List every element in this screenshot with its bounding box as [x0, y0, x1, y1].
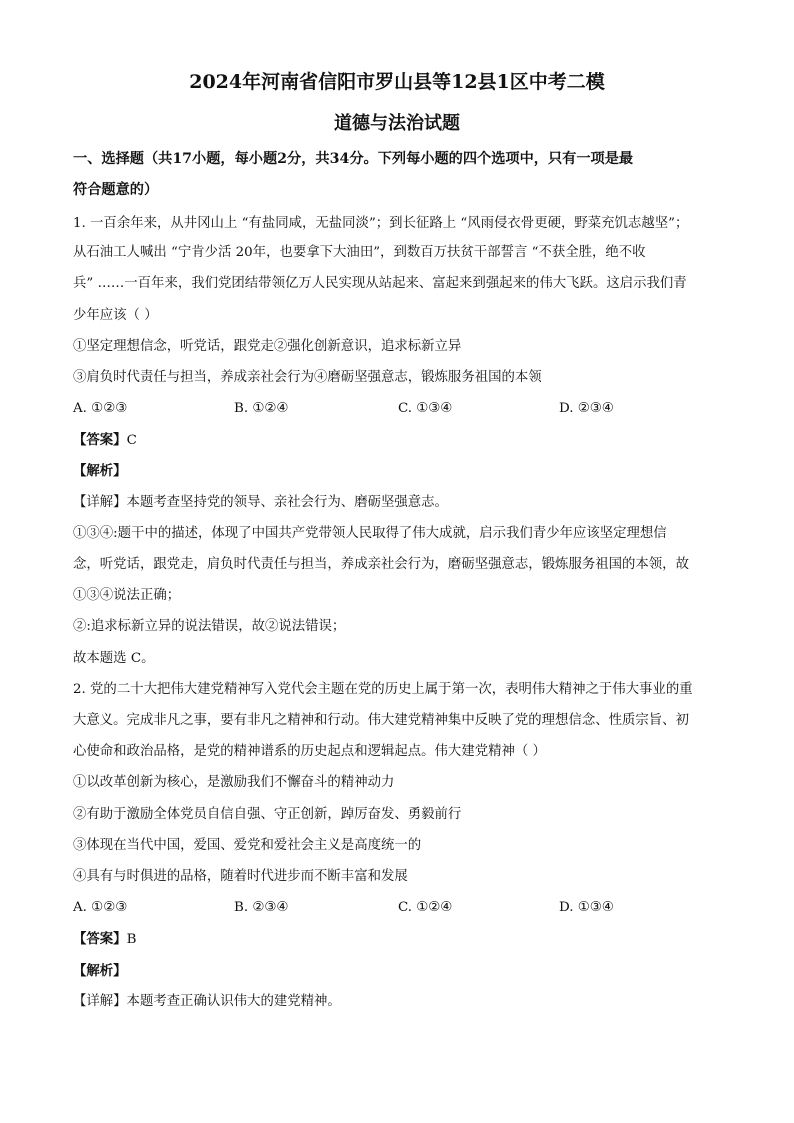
q1-analysis-label: 【解析】: [73, 463, 127, 479]
q1-stem-line-3: 兵” ……一百年来，我们党团结带领亿万人民实现从站起来、富起来到强起来的伟大飞跃。这启示我们青: [73, 276, 687, 291]
q1-detail-line-1: 【详解】本题考查坚持党的领导、亲社会行为、磨砺坚强意志。: [73, 495, 448, 510]
section-heading-line-2: 符合题意的）: [73, 182, 159, 198]
q1-detail-line-2: ①③④:题干中的描述，体现了中国共产党带领人民取得了伟大成就，启示我们青少年应该坚定理想信: [73, 526, 667, 541]
q1-option-b: B. ①②④: [234, 401, 289, 416]
q2-stem-line-3: 心使命和政治品格，是党的精神谱系的历史起点和逻辑起点。伟大建党精神（ ）: [73, 744, 546, 759]
q2-statement-line-4: ④具有与时俱进的品格，随着时代进步而不断丰富和发展: [73, 869, 408, 884]
q2-detail-line-1: 【详解】本题考查正确认识伟大的建党精神。: [73, 994, 341, 1009]
q1-analysis: [73, 462, 723, 481]
q1-answer: [73, 431, 723, 450]
q2-answer: [73, 930, 723, 949]
q2-statement-line-1: ①以改革创新为核心，是激励我们不懈奋斗的精神动力: [73, 775, 395, 790]
q1-detail-line-6: 故本题选 C。: [73, 651, 155, 666]
q2-option-d: D. ①③④: [559, 900, 614, 915]
q2-answer-label: 【答案】: [73, 931, 127, 947]
q1-option-d: D. ②③④: [559, 401, 614, 416]
q1-option-c: C. ①③④: [398, 401, 453, 416]
q1-answer-label: 【答案】: [73, 432, 127, 448]
q1-option-a: A. ①②③: [73, 401, 128, 416]
q1-statement-line-2: ③肩负时代责任与担当，养成亲社会行为④磨砺坚强意志，锻炼服务祖国的本领: [73, 370, 542, 385]
q1-stem-line-1: 1. 一百余年来，从井冈山上 “有盐同咸，无盐同淡”；到长征路上 “风雨侵衣骨更硬，野菜充饥志越坚”；: [73, 216, 689, 231]
q2-answer-value: B: [126, 932, 137, 947]
q1-detail-line-3: 念，听党话，跟党走，肩负时代责任与担当，养成亲社会行为，磨砺坚强意志，锻炼服务祖国的本领，故: [73, 557, 689, 572]
q2-stem-line-2: 大意义。完成非凡之事，要有非凡之精神和行动。伟大建党精神集中反映了党的理想信念、性质宗旨、初: [73, 713, 689, 728]
q1-answer-value: C: [126, 433, 137, 448]
exam-title: 2024年河南省信阳市罗山县等12县1区中考二模: [189, 71, 605, 93]
q1-stem-line-2: 从石油工人喊出 “宁肯少活 20年，也要拿下大油田”，到数百万扶贫干部誓言 “不获全胜，绝不收: [73, 245, 646, 260]
q1-stem-line-4: 少年应该（ ）: [73, 308, 158, 323]
q2-stem-line-1: 2. 党的二十大把伟大建党精神写入党代会主题在党的历史上属于第一次，表明伟大精神之于伟大事业的重: [73, 682, 693, 697]
q2-option-a: A. ①②③: [73, 900, 128, 915]
section-heading-line-1: 一、选择题（共17小题，每小题2分，共34分。下列每小题的四个选项中，只有一项是最: [73, 151, 634, 167]
q2-option-b: B. ②③④: [234, 900, 289, 915]
q1-detail-line-4: ①③④说法正确；: [73, 588, 181, 603]
q2-analysis: [73, 962, 723, 981]
q2-analysis-label: 【解析】: [73, 963, 127, 979]
exam-subtitle: 道德与法治试题: [334, 113, 460, 134]
q2-statement-line-2: ②有助于激励全体党员自信自强、守正创新，踔厉奋发、勇毅前行: [73, 807, 462, 822]
q1-detail-line-5: ②:追求标新立异的说法错误，故②说法错误；: [73, 619, 346, 634]
q2-statement-line-3: ③体现在当代中国，爱国、爱党和爱社会主义是高度统一的: [73, 838, 422, 853]
q1-statement-line-1: ①坚定理想信念，听党话，跟党走②强化创新意识，追求标新立异: [73, 339, 462, 354]
q2-option-c: C. ①②④: [398, 900, 453, 915]
